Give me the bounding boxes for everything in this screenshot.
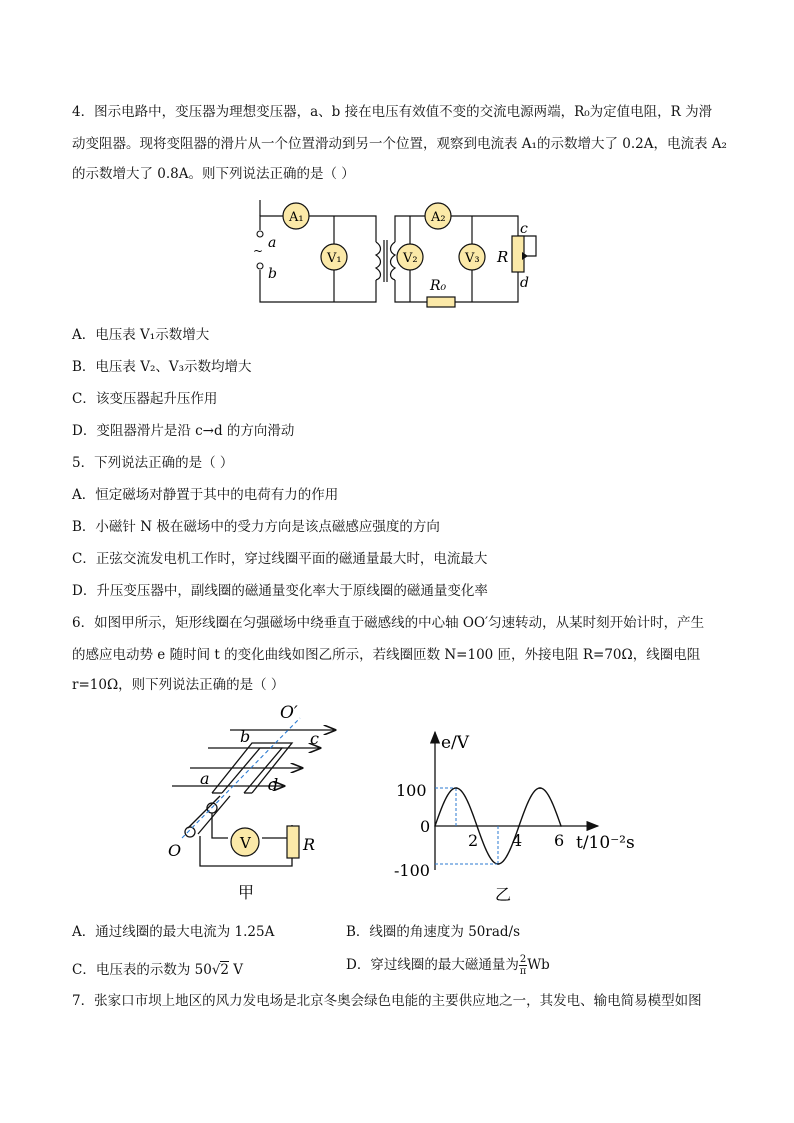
q6-option-c bbox=[72, 958, 243, 978]
q6-option-c-unit: V bbox=[229, 962, 244, 978]
q6-stem-line3: r=10Ω，则下列说法正确的是（ ） bbox=[72, 677, 285, 693]
q4-option-a: A．电压表 V₁示数增大 bbox=[72, 327, 210, 343]
data-point bbox=[518, 825, 520, 827]
coil-a-label: a bbox=[200, 769, 210, 788]
q4-stem-line2: 动变阻器。现将变阻器的滑片从一个位置滑动到另一个位置，观察到电流表 A₁的示数增大了 0.2A，电流表 A₂ bbox=[72, 136, 727, 152]
q6-option-c-prefix: C．电压表的示数为 50 bbox=[72, 962, 212, 978]
coil-b-label: b bbox=[240, 727, 251, 746]
q6-option-d-unit: Wb bbox=[527, 957, 550, 973]
meter-a1-label: A₁ bbox=[289, 210, 304, 225]
q6-figure-jia-coil bbox=[160, 698, 360, 908]
meter-a2-label: A₂ bbox=[431, 210, 446, 225]
q4-option-d: D．变阻器滑片是沿 c→d 的方向滑动 bbox=[72, 423, 295, 439]
q7-stem-line1: 7．张家口市坝上地区的风力发电场是北京冬奥会绿色电能的主要供应地之一，其发电、输电简易模型如图 bbox=[72, 993, 702, 1009]
q6-stem-line2: 的感应电动势 e 随时间 t 的变化曲线如图乙所示，若线圈匝数 N=100 匝，外接电阻 R=70Ω，线圈电阻 bbox=[72, 647, 701, 663]
x-tick-4: 4 bbox=[512, 831, 523, 850]
voltmeter-v-label: V bbox=[240, 834, 251, 852]
sqrt-radicand: 2 bbox=[220, 962, 230, 978]
q4-option-b: B．电压表 V₂、V₃示数均增大 bbox=[72, 359, 252, 375]
q6-option-a: A．通过线圈的最大电流为 1.25A bbox=[72, 924, 275, 940]
sqrt-symbol: √ bbox=[211, 962, 221, 978]
q6-option-d-prefix: D．穿过线圈的最大磁通量为 bbox=[346, 957, 519, 973]
x-axis-label: t/10⁻²s bbox=[576, 833, 635, 853]
q6-stem-line1: 6．如图甲所示，矩形线圈在匀强磁场中绕垂直于磁感线的中心轴 OO′匀速转动，从某时刻开始计时，产生 bbox=[72, 615, 705, 631]
coil-d-label: d bbox=[268, 775, 279, 794]
meter-v1-label: V₁ bbox=[327, 251, 342, 266]
fraction-denominator: π bbox=[519, 966, 527, 977]
data-point bbox=[434, 825, 436, 827]
q5-option-b: B．小磁针 N 极在磁场中的受力方向是该点磁感应强度的方向 bbox=[72, 519, 440, 535]
x-tick-2: 2 bbox=[468, 831, 479, 850]
q6-figure-yi-chart bbox=[388, 718, 648, 908]
data-point bbox=[539, 787, 541, 789]
q4-circuit-diagram bbox=[250, 200, 550, 312]
q6-option-b: B．线圈的角速度为 50rad/s bbox=[346, 924, 521, 940]
axis-o-prime-label: O′ bbox=[280, 703, 298, 723]
x-tick-6: 6 bbox=[554, 831, 565, 850]
q5-stem: 5．下列说法正确的是（ ） bbox=[72, 455, 234, 471]
axis-o-label: O bbox=[168, 841, 182, 860]
slider-end-c-label: c bbox=[520, 221, 528, 237]
figure-yi-caption: 乙 bbox=[495, 885, 512, 904]
terminal-b-label: b bbox=[268, 266, 277, 282]
fraction-2-over-pi bbox=[519, 954, 527, 977]
y-tick-100: 100 bbox=[396, 781, 427, 800]
q6-option-d bbox=[346, 950, 550, 980]
data-point bbox=[476, 825, 478, 827]
origin-label: 0 bbox=[420, 817, 431, 836]
q4-stem-line3: 的示数增大了 0.8A。则下列说法正确的是（ ） bbox=[72, 166, 355, 182]
ac-source-symbol: ~ bbox=[253, 244, 264, 258]
y-tick-minus-100: -100 bbox=[394, 861, 430, 880]
figure-jia-caption: 甲 bbox=[238, 883, 255, 902]
q5-option-d: D．升压变压器中，副线圈的磁通量变化率大于原线圈的磁通量变化率 bbox=[72, 583, 488, 599]
resistor-r0-label: R₀ bbox=[430, 278, 447, 294]
q5-option-a: A．恒定磁场对静置于其中的电荷有力的作用 bbox=[72, 487, 339, 503]
data-point bbox=[560, 825, 562, 827]
data-point bbox=[497, 863, 499, 865]
terminal-a-label: a bbox=[268, 235, 277, 251]
q4-stem-line1: 4．图示电路中，变压器为理想变压器，a、b 接在电压有效值不变的交流电源两端，R₀为定值电阻，R 为滑 bbox=[72, 104, 713, 120]
meter-v2-label: V₂ bbox=[403, 251, 418, 266]
q5-option-c: C．正弦交流发电机工作时，穿过线圈平面的磁通量最大时，电流最大 bbox=[72, 551, 488, 567]
data-point bbox=[455, 787, 457, 789]
fraction-numerator: 2 bbox=[519, 954, 527, 965]
coil-resistor-r-label: R bbox=[303, 835, 316, 854]
coil-c-label: c bbox=[310, 729, 319, 748]
slider-end-d-label: d bbox=[520, 275, 529, 291]
y-axis-label: e/V bbox=[441, 733, 470, 753]
q4-option-c: C．该变压器起升压作用 bbox=[72, 391, 218, 407]
meter-v3-label: V₃ bbox=[465, 251, 480, 266]
rheostat-r-label: R bbox=[497, 248, 509, 266]
